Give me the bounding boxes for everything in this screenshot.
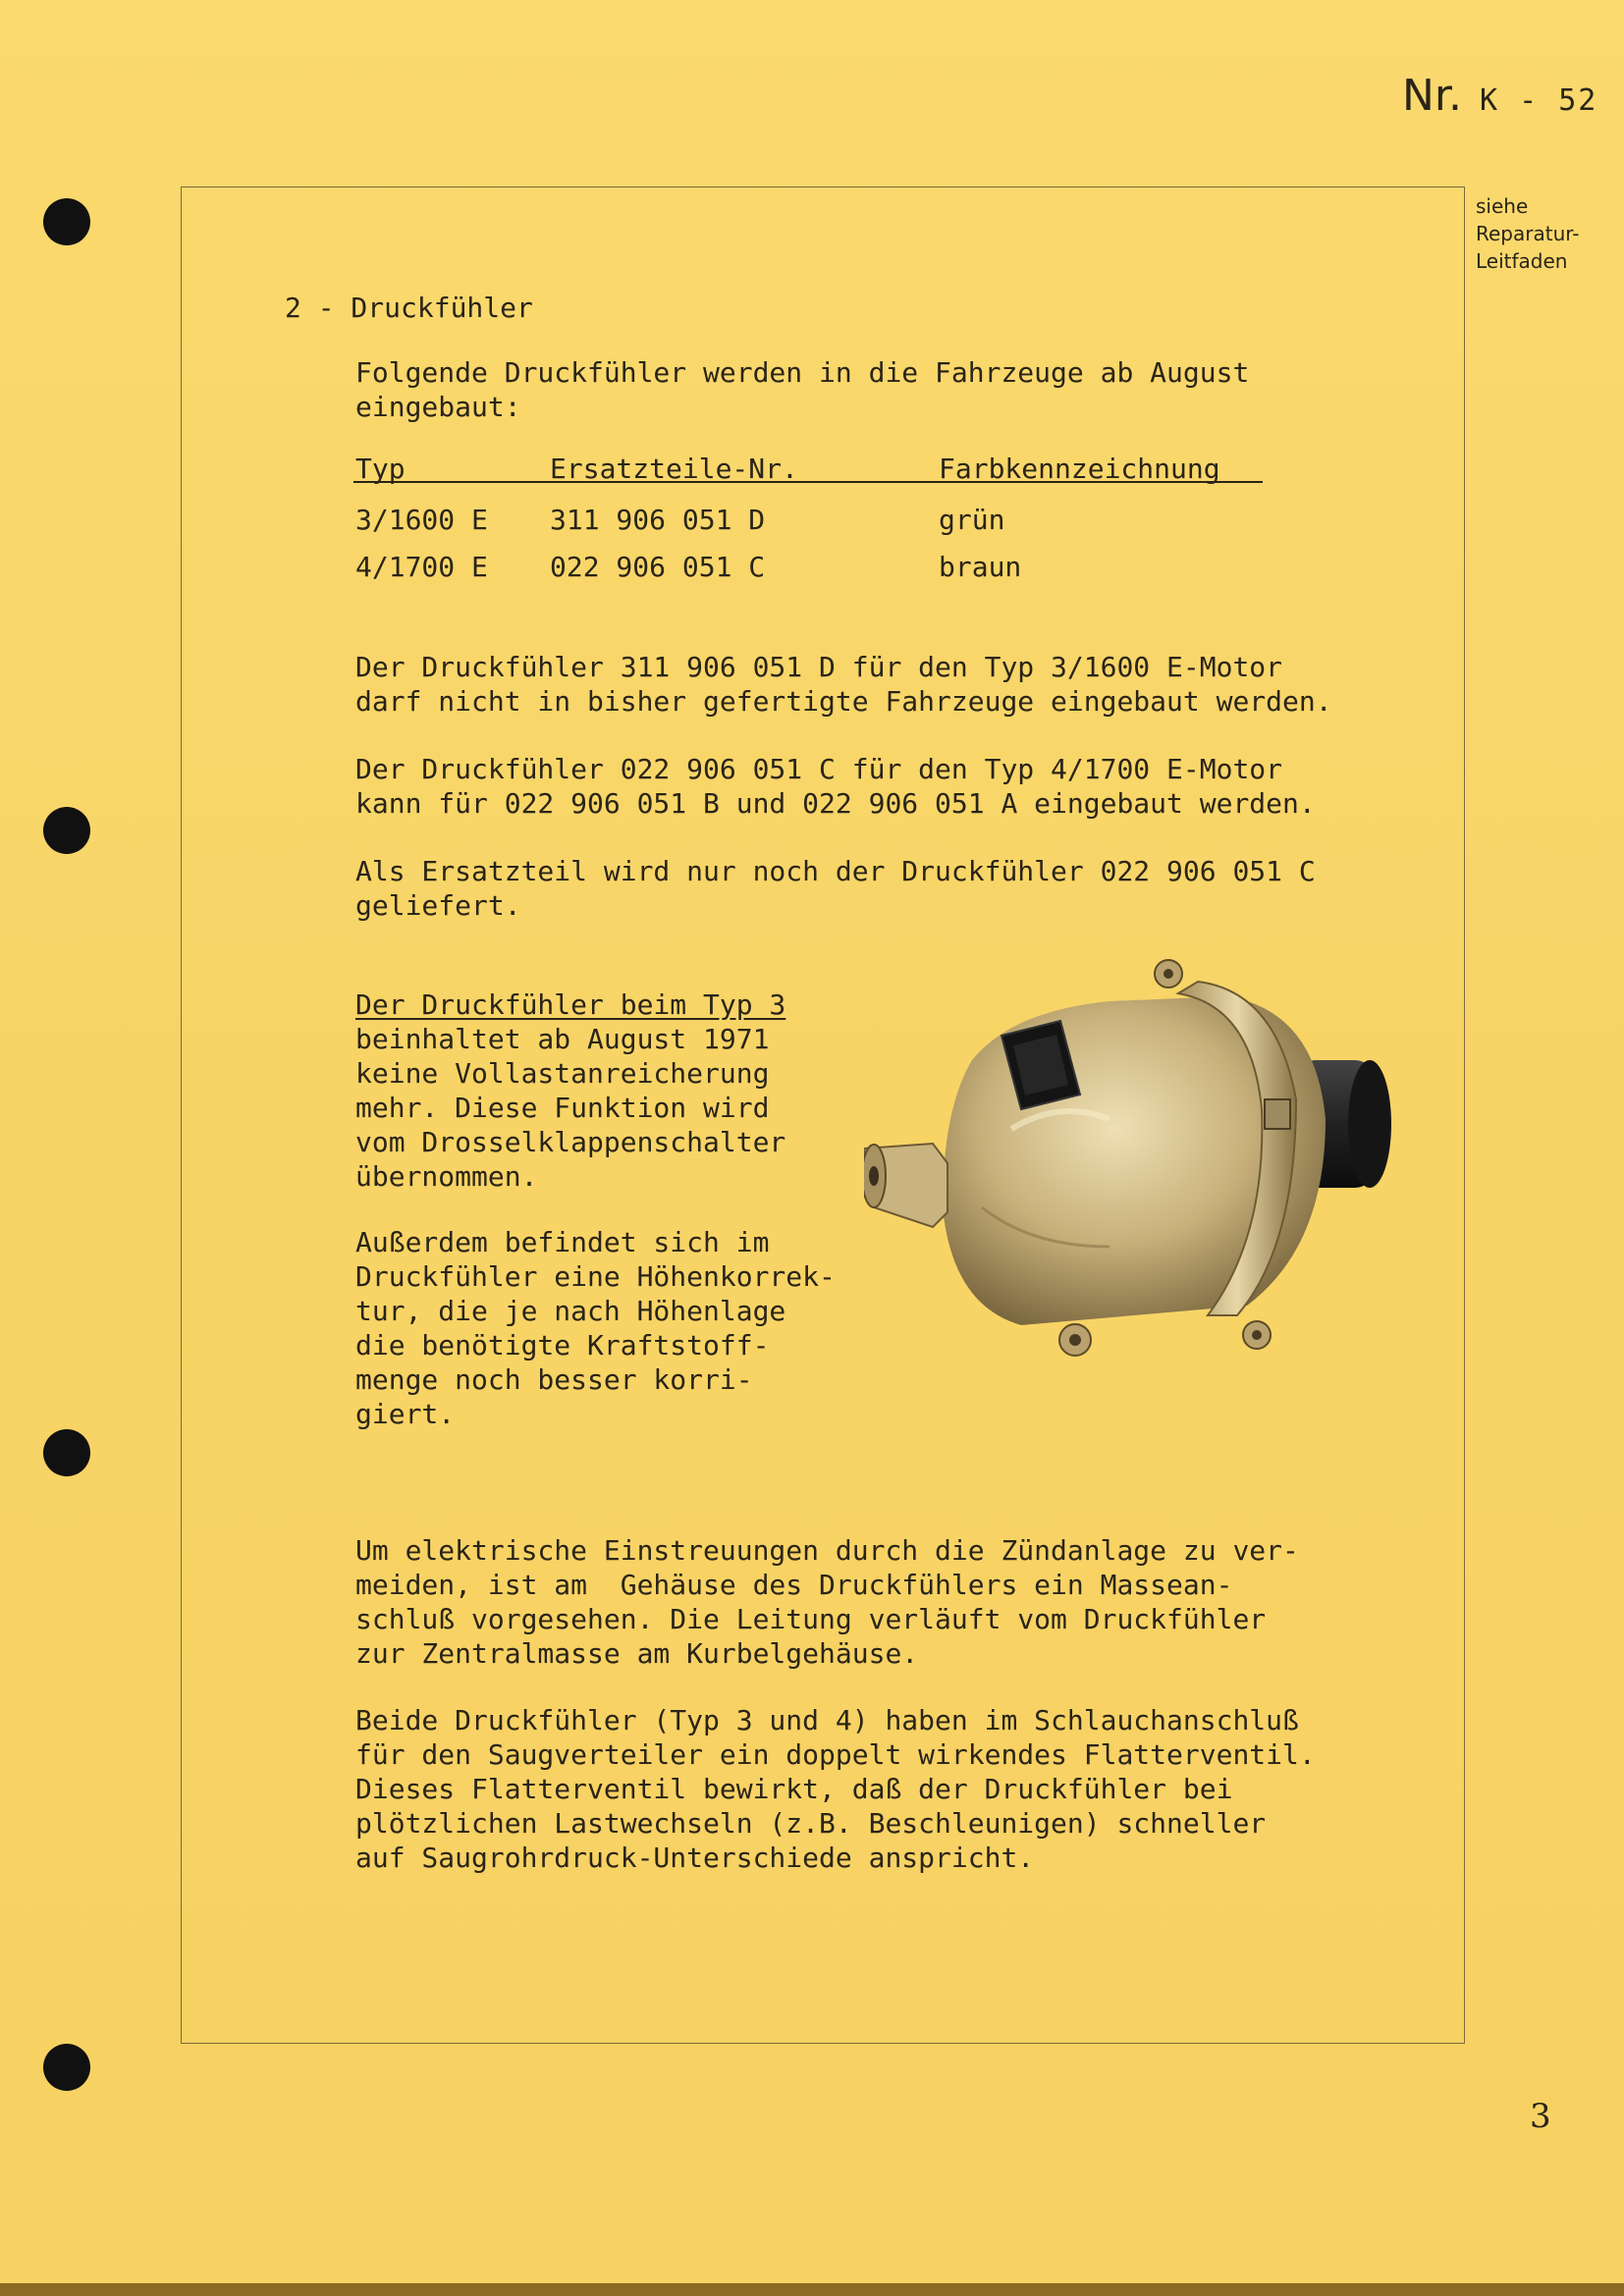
paragraph-5-line: tur, die je nach Höhenlage [355,1295,786,1327]
binder-hole-2 [43,807,90,854]
table-cell: grün [939,504,1005,536]
page-edge-shadow [0,2283,1624,2296]
paragraph-4-line: übernommen. [355,1160,538,1193]
paragraph-5-line: Außerdem befindet sich im [355,1226,770,1258]
paragraph-5-line: menge noch besser korri- [355,1363,753,1396]
paragraph-3-line: geliefert. [355,889,521,922]
paragraph-7-line: Beide Druckfühler (Typ 3 und 4) haben im Schlauchanschluß [355,1704,1299,1736]
paragraph-4-line: keine Vollastanreicherung [355,1057,770,1090]
table-cell: 4/1700 E [355,551,488,583]
paragraph-7-line: für den Saugverteiler ein doppelt wirkendes Flatterventil. [355,1738,1316,1771]
side-note-line: Reparatur- [1476,222,1580,245]
intro-line: eingebaut: [355,391,521,423]
table-cell: 022 906 051 C [550,551,766,583]
paragraph-6-line: Um elektrische Einstreuungen durch die Zündanlage zu ver- [355,1534,1299,1567]
paragraph-2-line: Der Druckfühler 022 906 051 C für den Typ 4/1700 E-Motor [355,753,1283,785]
table-cell: braun [939,551,1022,583]
table-header-rule [353,481,1263,483]
table-header-typ: Typ [355,453,406,485]
nr-label: Nr. [1402,71,1462,121]
table-cell: 3/1600 E [355,504,488,536]
section-title: 2 - Druckfühler [285,292,533,324]
paragraph-6-line: schluß vorgesehen. Die Leitung verläuft vom Druckfühler [355,1603,1267,1635]
page-number: 3 [1530,2097,1551,2136]
paragraph-5-line: Druckfühler eine Höhenkorrek- [355,1260,836,1293]
table-cell: 311 906 051 D [550,504,766,536]
binder-hole-1 [43,198,90,245]
paragraph-2-line: kann für 022 906 051 B und 022 906 051 A eingebaut werden. [355,787,1316,820]
table-header-ersatzteile: Ersatzteile-Nr. [550,453,798,485]
paragraph-6-line: zur Zentralmasse am Kurbelgehäuse. [355,1637,919,1670]
paragraph-4-heading: Der Druckfühler beim Typ 3 [355,988,786,1021]
side-note-line: siehe [1476,194,1529,218]
side-note-line: Leitfaden [1476,249,1568,273]
table-header-farbe: Farbkennzeichnung [939,453,1220,485]
binder-hole-4 [43,2044,90,2091]
paragraph-5-line: giert. [355,1398,456,1430]
document-number [1402,71,1597,121]
intro-line: Folgende Druckfühler werden in die Fahrzeuge ab August [355,356,1250,389]
paragraph-7-line: auf Saugrohrdruck-Unterschiede anspricht. [355,1842,1035,1874]
paragraph-6-line: meiden, ist am Gehäuse des Druckfühlers ein Massean- [355,1569,1233,1601]
paragraph-3-line: Als Ersatzteil wird nur noch der Druckfühler 022 906 051 C [355,855,1316,887]
side-note [1476,192,1579,275]
paragraph-7-line: plötzlichen Lastwechseln (z.B. Beschleunigen) schneller [355,1807,1267,1840]
paragraph-4-line: mehr. Diese Funktion wird [355,1092,770,1124]
binder-hole-3 [43,1429,90,1476]
paragraph-4-line: vom Drosselklappenschalter [355,1126,786,1158]
paragraph-7-line: Dieses Flatterventil bewirkt, daß der Druckfühler bei [355,1773,1233,1805]
doc-code: K - 52 [1479,83,1598,118]
pressure-sensor-photo [864,952,1424,1404]
paragraph-5-line: die benötigte Kraftstoff- [355,1329,770,1362]
paragraph-1-line: darf nicht in bisher gefertigte Fahrzeuge eingebaut werden. [355,685,1332,718]
paragraph-1-line: Der Druckfühler 311 906 051 D für den Typ 3/1600 E-Motor [355,651,1283,683]
paragraph-4-line: beinhaltet ab August 1971 [355,1023,770,1055]
